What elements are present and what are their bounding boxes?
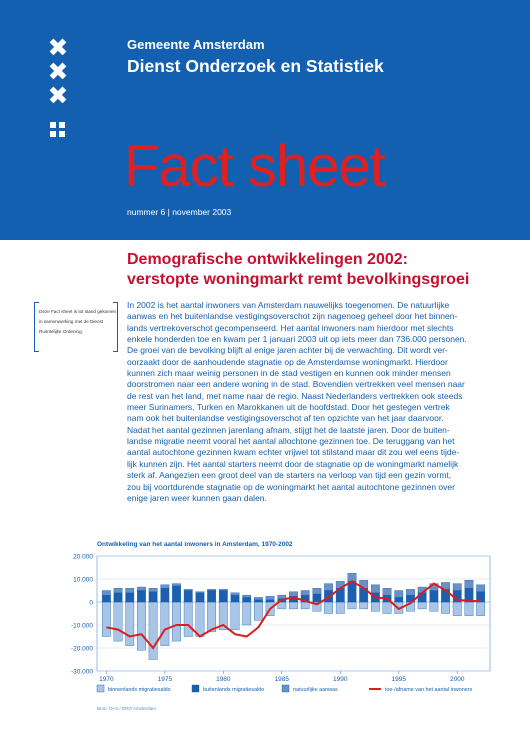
legend-label: toe-/afname van het aantal inwoners: [385, 687, 473, 693]
bar-natuurlijke-aanwas: [184, 589, 192, 590]
x-tick-label: 1975: [157, 676, 173, 683]
bar-buitenlands-migratiesaldo: [231, 595, 239, 602]
cross-icon: ✖: [47, 33, 69, 62]
bar-binnenlands-migratiesaldo: [289, 602, 297, 609]
bar-natuurlijke-aanwas: [196, 592, 204, 593]
publication-title: Fact sheet: [124, 134, 385, 199]
bar-binnenlands-migratiesaldo: [324, 602, 332, 614]
body-line: sterk af. Aangezien een groot deel van de starters na verloop van tijd een gezin vormt,: [127, 470, 452, 481]
bar-natuurlijke-aanwas: [465, 580, 473, 588]
bar-buitenlands-migratiesaldo: [184, 591, 192, 603]
x-tick-label: 1970: [99, 676, 114, 683]
department-name: Dienst Onderzoek en Statistiek: [127, 56, 384, 76]
bar-binnenlands-migratiesaldo: [254, 602, 262, 620]
bar-buitenlands-migratiesaldo: [196, 593, 204, 602]
bar-buitenlands-migratiesaldo: [254, 600, 262, 602]
bar-buitenlands-migratiesaldo: [243, 597, 251, 602]
bar-natuurlijke-aanwas: [266, 596, 274, 599]
legend-label: buitenlands migratiesaldo: [203, 687, 265, 693]
bar-natuurlijke-aanwas: [395, 591, 403, 598]
bar-binnenlands-migratiesaldo: [430, 602, 438, 611]
bar-binnenlands-migratiesaldo: [418, 602, 426, 609]
cross-icon: ✖: [47, 81, 69, 110]
bar-buitenlands-migratiesaldo: [137, 591, 145, 603]
bar-natuurlijke-aanwas: [219, 589, 227, 590]
y-tick-label: -20.000: [70, 645, 93, 653]
body-line: zou bij voortdurende stagnatie op de woningmarkt het aantal autochtone gezinnen over: [127, 481, 455, 492]
body-line: aanwas en het buitenlandse vestigingsoverschot zijn nagenoeg geheel door het binnen-: [127, 311, 458, 322]
bar-natuurlijke-aanwas: [137, 587, 145, 590]
legend-swatch: [97, 685, 104, 692]
bar-binnenlands-migratiesaldo: [441, 602, 449, 614]
bar-natuurlijke-aanwas: [254, 597, 262, 599]
bar-natuurlijke-aanwas: [348, 573, 356, 581]
bracket-right: [113, 302, 118, 352]
bar-natuurlijke-aanwas: [172, 584, 180, 586]
bar-buitenlands-migratiesaldo: [149, 592, 157, 602]
body-line: kunnen zich maar weinig personen in de stad vestigen en kunnen ook minder mensen: [127, 368, 451, 379]
y-tick-label: 20.000: [73, 553, 93, 561]
masthead: [0, 0, 530, 240]
bar-buitenlands-migratiesaldo: [219, 591, 227, 603]
municipality-name: Gemeente Amsterdam: [127, 37, 265, 52]
legend-swatch: [192, 685, 199, 692]
bar-buitenlands-migratiesaldo: [266, 600, 274, 602]
body-line: enige jaren weer kunnen gaan dalen.: [127, 492, 267, 503]
bar-binnenlands-migratiesaldo: [371, 602, 379, 611]
x-tick-label: 2000: [450, 676, 465, 683]
chart-source: Bron: O+S / DRO Amsterdam: [97, 706, 156, 711]
bar-natuurlijke-aanwas: [371, 585, 379, 593]
body-line: lands vertrekoverschot gecompenseerd. Het aantal inwoners nam hierdoor met slechts: [127, 322, 454, 333]
bar-natuurlijke-aanwas: [383, 588, 391, 595]
bar-binnenlands-migratiesaldo: [476, 602, 484, 616]
bar-buitenlands-migratiesaldo: [207, 591, 215, 603]
legend-label: natuurlijke aanwas: [293, 687, 338, 693]
body-line: doorstromen naar een andere woning in de stad. Bovendien vertrekken veel mensen naar: [127, 379, 465, 390]
bar-buitenlands-migratiesaldo: [102, 595, 110, 602]
body-line: De groei van de bevolking blijft al enige jaren achter bij de verwachting. Dit wordt ver-: [127, 345, 448, 356]
bar-buitenlands-migratiesaldo: [348, 581, 356, 602]
y-tick-label: -30.000: [70, 668, 93, 676]
bar-natuurlijke-aanwas: [313, 588, 321, 594]
headline-line-1: Demografische ontwikkelingen 2002:: [127, 251, 408, 268]
bar-natuurlijke-aanwas: [278, 595, 286, 598]
y-tick-label: 10.000: [73, 576, 93, 584]
bar-buitenlands-migratiesaldo: [395, 597, 403, 602]
bar-natuurlijke-aanwas: [476, 585, 484, 592]
body-line: nam ook het buitenlandse vestigingsoverschot af ten opzichte van het jaar daarvoor.: [127, 413, 444, 424]
bar-binnenlands-migratiesaldo: [231, 602, 239, 630]
bar-buitenlands-migratiesaldo: [172, 586, 180, 602]
bar-buitenlands-migratiesaldo: [430, 591, 438, 603]
legend-swatch: [282, 685, 289, 692]
bar-binnenlands-migratiesaldo: [172, 602, 180, 641]
x-tick-label: 1980: [216, 676, 231, 683]
bar-binnenlands-migratiesaldo: [348, 602, 356, 609]
bar-binnenlands-migratiesaldo: [114, 602, 122, 641]
issue-info: nummer 6 | november 2003: [127, 207, 232, 217]
cross-icon: ✖: [47, 57, 69, 86]
bar-binnenlands-migratiesaldo: [359, 602, 367, 609]
sidenote: [34, 302, 118, 350]
body-line: Nadat het aantal gezinnen jarenlang afnam, stijgt het de laatste jaren. Door de buiten-: [127, 424, 450, 435]
bar-binnenlands-migratiesaldo: [383, 602, 391, 614]
bar-binnenlands-migratiesaldo: [149, 602, 157, 660]
bar-natuurlijke-aanwas: [102, 591, 110, 596]
y-tick-label: -10.000: [70, 622, 93, 630]
bar-binnenlands-migratiesaldo: [465, 602, 473, 616]
squares-icon: [50, 122, 66, 138]
sidenote-text: Deze Fact sheet is tot stand gekomen in samenwerking met de Dienst Ruimtelijke Ordening.: [39, 309, 117, 334]
legend-label: binnenlands migratiesaldo: [108, 687, 171, 693]
body-line: de rest van het land, met name naar de regio. Naast Nederlanders vertrekken ook steeds: [127, 390, 463, 401]
bar-binnenlands-migratiesaldo: [453, 602, 461, 616]
bar-buitenlands-migratiesaldo: [126, 593, 134, 602]
body-line: aantal autochtone gezinnen kwam echter vrijwel tot stilstand maar dit zou wel eens tijde-: [127, 447, 460, 458]
bar-natuurlijke-aanwas: [149, 588, 157, 591]
bar-natuurlijke-aanwas: [406, 589, 414, 595]
body-line: lijk kunnen zijn. Het aantal starters neemt door de stagnatie op de woningmarkt namelijk: [127, 458, 459, 469]
bar-binnenlands-migratiesaldo: [161, 602, 169, 646]
body-line: landse migratie neemt vooral het aantal allochtone gezinnen toe. De teruggang van het: [127, 436, 455, 447]
bar-natuurlijke-aanwas: [207, 589, 215, 590]
bar-natuurlijke-aanwas: [231, 593, 239, 595]
body-line: enkele honderden toe en kwam per 1 januari 2003 uit op iets meer dan 736.000 personen.: [127, 334, 467, 345]
article-headline: [127, 250, 522, 290]
article-body: [127, 300, 522, 504]
amsterdam-logo: [46, 33, 70, 110]
x-tick-label: 1985: [274, 676, 290, 683]
body-line: In 2002 is het aantal inwoners van Amsterdam nauwelijks toegenomen. De natuurlijke: [127, 300, 450, 310]
bar-natuurlijke-aanwas: [301, 591, 309, 596]
bar-binnenlands-migratiesaldo: [301, 602, 309, 609]
bar-natuurlijke-aanwas: [114, 588, 122, 593]
population-chart: [0, 548, 530, 706]
bar-natuurlijke-aanwas: [126, 588, 134, 593]
headline-line-2: verstopte woningmarkt remt bevolkingsgroei: [127, 271, 470, 288]
bar-binnenlands-migratiesaldo: [184, 602, 192, 637]
bar-natuurlijke-aanwas: [289, 592, 297, 597]
bar-natuurlijke-aanwas: [243, 595, 251, 597]
body-line: oorzaakt door de aanhoudende stagnatie op de Amsterdamse woningmarkt. Hierdoor: [127, 356, 448, 367]
bar-binnenlands-migratiesaldo: [196, 602, 204, 637]
bar-binnenlands-migratiesaldo: [102, 602, 110, 637]
body-line: meer Surinamers, Turken en Marokkanen uit de hoofdstad. Door het gestegen vertrek: [127, 402, 450, 413]
x-tick-label: 1990: [333, 676, 348, 683]
bar-natuurlijke-aanwas: [161, 585, 169, 588]
x-tick-label: 1995: [391, 676, 407, 683]
bar-natuurlijke-aanwas: [324, 584, 332, 591]
y-tick-label: 0: [89, 599, 93, 607]
chart-title: Ontwikkeling van het aantal inwoners in Amsterdam, 1970-2002: [97, 541, 293, 548]
bar-binnenlands-migratiesaldo: [137, 602, 145, 650]
bar-buitenlands-migratiesaldo: [161, 588, 169, 602]
bar-binnenlands-migratiesaldo: [126, 602, 134, 646]
bar-buitenlands-migratiesaldo: [313, 594, 321, 602]
bar-binnenlands-migratiesaldo: [243, 602, 251, 625]
bar-binnenlands-migratiesaldo: [336, 602, 344, 614]
bar-buitenlands-migratiesaldo: [114, 593, 122, 602]
bar-natuurlijke-aanwas: [453, 584, 461, 591]
